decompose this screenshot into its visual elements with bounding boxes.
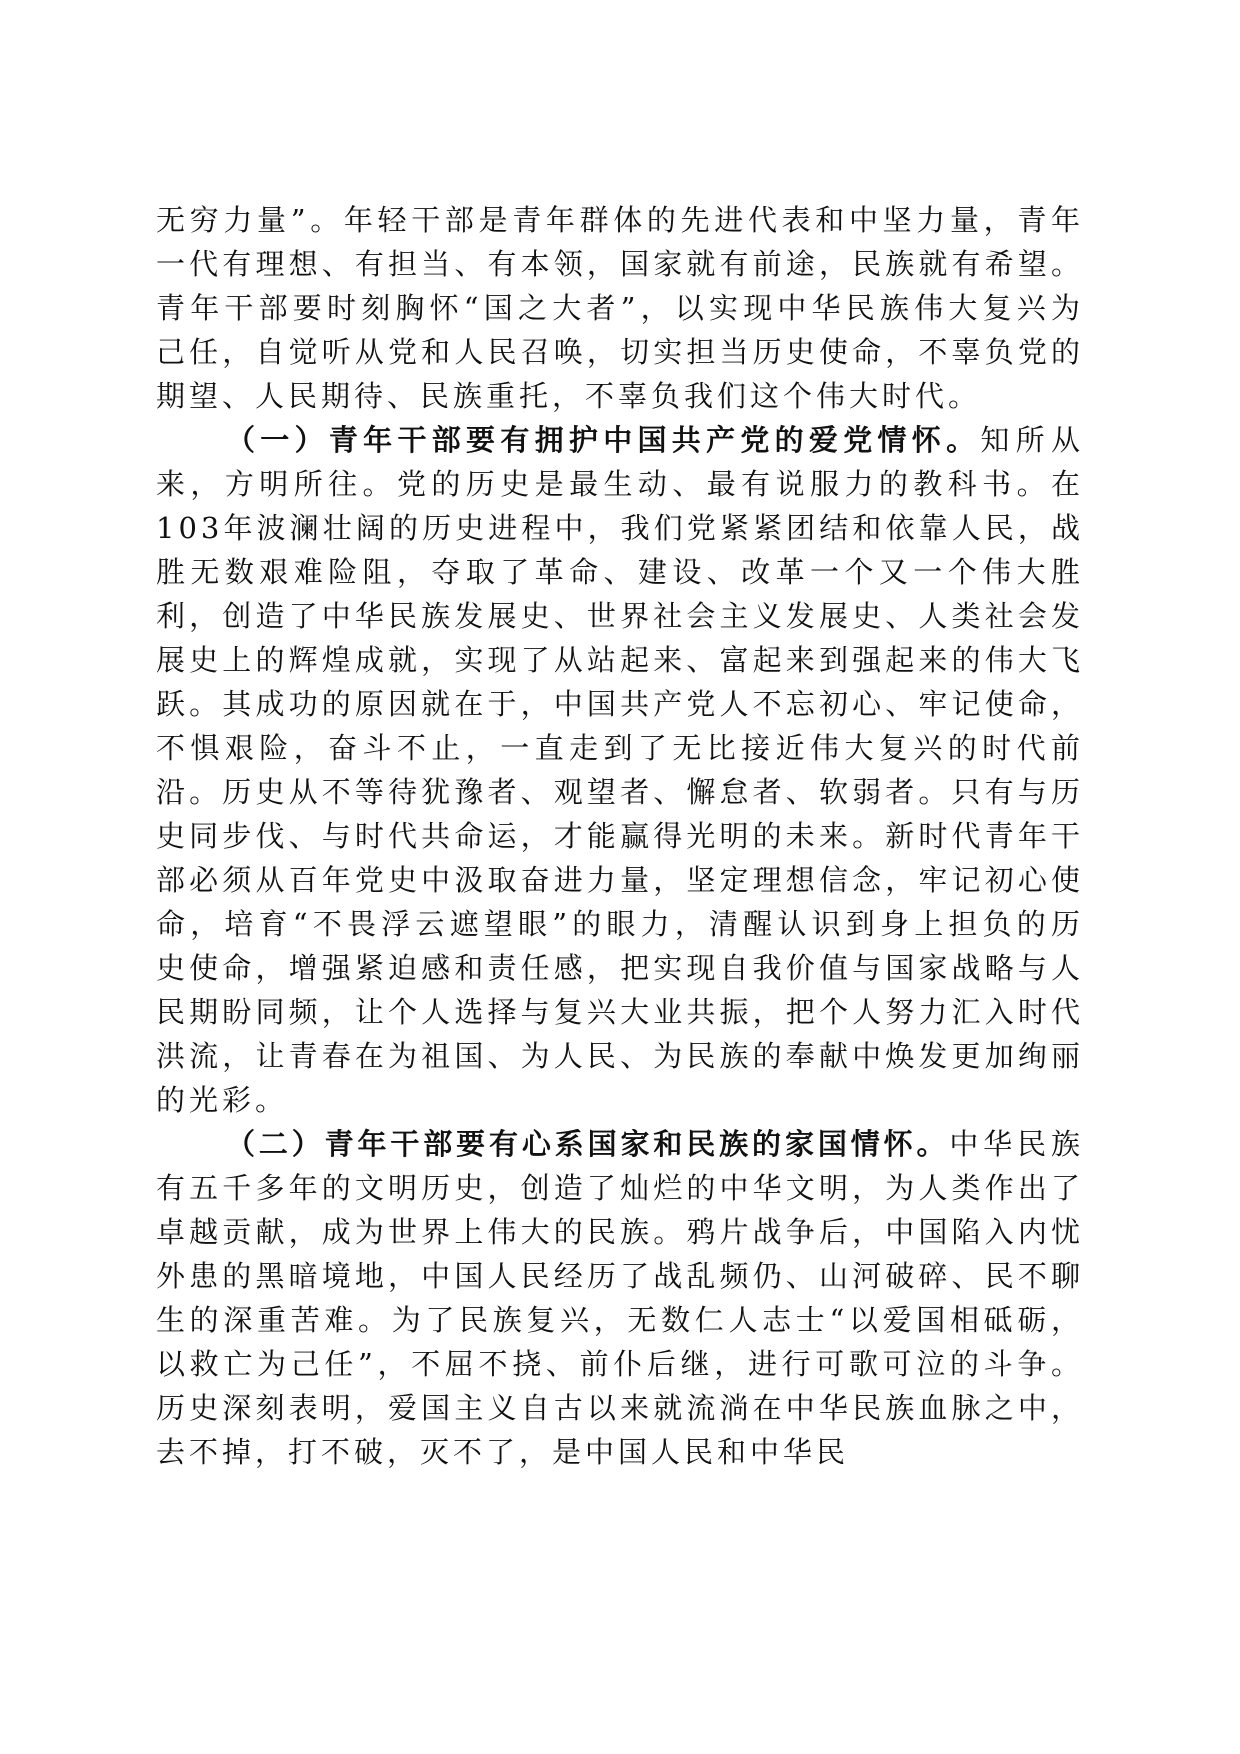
paragraph-intro bbox=[156, 198, 1084, 418]
section-one-heading: （一）青年干部要有拥护中国共产党的爱党情怀。 bbox=[226, 423, 981, 457]
paragraph-section-one bbox=[156, 418, 1084, 1122]
paragraph-intro-text: 无穷力量”。年轻干部是青年群体的先进代表和中坚力量，青年一代有理想、有担当、有本领，国家就有前途，民族就有希望。青年干部要时刻胸怀“国之大者”，以实现中华民族伟大复兴为己任，自觉听从党和人民召唤，切实担当历史使命，不辜负党的期望、人民期待、民族重托，不辜负我们这个伟大时代。 bbox=[156, 203, 1084, 413]
section-two-text: 中华民族有五千多年的文明历史，创造了灿烂的中华文明，为人类作出了卓越贡献，成为世界上伟大的民族。鸦片战争后，中国陷入内忧外患的黑暗境地，中国人民经历了战乱频仍、山河破碎、民不聊生的深重苦难。为了民族复兴，无数仁人志士“以爱国相砥砺，以救亡为己任”，不屈不挠、前仆后继，进行可歌可泣的斗争。历史深刻表明，爱国主义自古以来就流淌在中华民族血脉之中，去不掉，打不破，灭不了，是中国人民和中华民 bbox=[156, 1127, 1084, 1469]
section-two-heading: （二）青年干部要有心系国家和民族的家国情怀。 bbox=[226, 1127, 950, 1161]
document-body bbox=[156, 198, 1084, 1474]
section-one-text: 知所从来，方明所往。党的历史是最生动、最有说服力的教科书。在103年波澜壮阔的历史进程中，我们党紧紧团结和依靠人民，战胜无数艰难险阻，夺取了革命、建设、改革一个又一个伟大胜利，创造了中华民族发展史、世界社会主义发展史、人类社会发展史上的辉煌成就，实现了从站起来、富起来到强起来的伟大飞跃。其成功的原因就在于，中国共产党人不忘初心、牢记使命，不惧艰险，奋斗不止，一直走到了无比接近伟大复兴的时代前沿。历史从不等待犹豫者、观望者、懈怠者、软弱者。只有与历史同步伐、与时代共命运，才能赢得光明的未来。新时代青年干部必须从百年党史中汲取奋进力量，坚定理想信念，牢记初心使命，培育“不畏浮云遮望眼”的眼力，清醒认识到身上担负的历史使命，增强紧迫感和责任感，把实现自我价值与国家战略与人民期盼同频，让个人选择与复兴大业共振，把个人努力汇入时代洪流，让青春在为祖国、为人民、为民族的奉献中焕发更加绚丽的光彩。 bbox=[156, 423, 1084, 1117]
paragraph-section-two bbox=[156, 1122, 1084, 1474]
